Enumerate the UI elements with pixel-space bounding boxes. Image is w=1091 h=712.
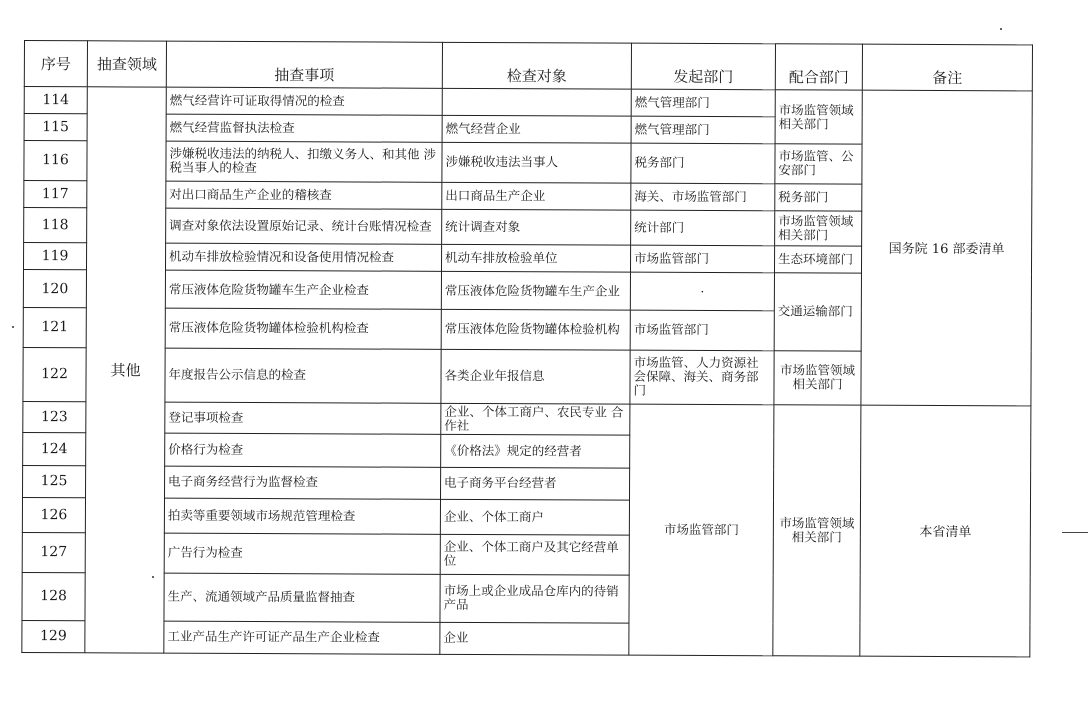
row-target: 涉嫌税收违法当事人: [442, 143, 631, 183]
header-domain: 抽查领域: [87, 41, 166, 87]
row-seq: 118: [24, 207, 87, 243]
row-item: 调查对象依法设置原始记录、统计台账情况检查: [166, 208, 442, 245]
group-coop: 市场监管领域相关部门: [773, 405, 861, 657]
row-target: 企业、个体工商户及其它经营单位: [440, 534, 629, 574]
row-seq: 120: [23, 270, 86, 308]
row-coop: 市场监管领域相关部门: [775, 211, 862, 247]
row-seq: 114: [24, 87, 87, 114]
row-target: [442, 88, 631, 116]
row-item: 广告行为检查: [164, 533, 440, 574]
row-item: 拍卖等重要领域市场规范管理检查: [164, 498, 440, 535]
row-target: 市场上或企业成品仓库内的待销产品: [440, 574, 629, 623]
row-seq: 119: [23, 243, 86, 270]
row-dept: 统计部门: [631, 210, 775, 246]
row-seq: 126: [22, 497, 85, 533]
row-target: 常压液体危险货物罐体检验机构: [441, 309, 630, 349]
inspection-table: [21, 40, 1033, 657]
row-seq: 116: [24, 141, 87, 181]
row-target: 机动车排放检验单位: [441, 245, 630, 273]
group-dept: 市场监管部门: [629, 404, 774, 656]
header-target: 检查对象: [442, 42, 631, 89]
row-item: 燃气经营监督执法检查: [166, 114, 442, 142]
header-note: 备注: [862, 44, 1032, 91]
row-dept: 燃气管理部门: [631, 116, 775, 144]
row-seq: 117: [24, 180, 87, 207]
row-target: 出口商品生产企业: [442, 182, 631, 210]
scan-speck: [152, 576, 154, 578]
row-item: 电子商务经营行为监督检查: [165, 466, 441, 498]
header-item: 抽查事项: [166, 41, 442, 88]
row-coop: 市场监管领域相关部门: [775, 90, 862, 145]
note-state-council: 国务院 16 部委清单: [861, 90, 1032, 405]
row-seq: 123: [23, 401, 86, 433]
row-coop: 生态环境部门: [774, 246, 861, 273]
table-row: [23, 401, 1031, 437]
header-dept: 发起部门: [631, 43, 775, 90]
row-coop: 税务部门: [775, 184, 862, 211]
row-seq: 115: [24, 114, 87, 141]
row-dept: 市场监管部门: [630, 245, 774, 273]
row-item: 价格行为检查: [165, 433, 441, 468]
row-dept: 市场监管、人力资源社会保障、海关、商务部门: [630, 350, 774, 405]
row-coop: 市场监管、公安部门: [775, 144, 862, 184]
row-seq: 122: [23, 347, 86, 401]
row-target: 各类企业年报信息: [441, 349, 630, 404]
row-item: 常压液体危险货物罐体检验机构检查: [165, 308, 441, 349]
row-dept: 税务部门: [631, 143, 775, 183]
row-coop: 交通运输部门: [774, 273, 861, 351]
row-seq: 129: [22, 620, 85, 653]
row-target: 电子商务平台经营者: [441, 468, 630, 500]
header-seq: 序号: [24, 41, 87, 87]
scan-speck: [12, 326, 14, 328]
row-target: 企业、个体工商户、农民专业 合作社: [441, 403, 630, 435]
scan-mark: [1062, 532, 1088, 533]
scan-speck: [1000, 28, 1002, 30]
domain-cell: 其他: [85, 87, 166, 653]
row-seq: 128: [22, 572, 85, 620]
row-seq: 127: [22, 533, 85, 573]
header-coop: 配合部门: [775, 44, 862, 90]
row-target: 燃气经营企业: [442, 115, 631, 143]
row-dept: 市场监管部门: [630, 310, 774, 350]
row-target: 企业: [440, 622, 629, 655]
row-coop: 市场监管领域相关部门: [774, 350, 861, 405]
row-item: 工业产品生产许可证产品生产企业检查: [164, 621, 440, 655]
row-item: 年度报告公示信息的检查: [165, 348, 441, 403]
row-item: 生产、流通领域产品质量监督抽查: [164, 573, 440, 622]
row-target: 常压液体危险货物罐车生产企业: [441, 272, 630, 310]
row-dept: 海关、市场监管部门: [631, 183, 775, 211]
row-seq: 125: [23, 466, 86, 498]
row-seq: 121: [23, 307, 86, 347]
row-dept-mark: ·: [630, 273, 774, 311]
row-target: 企业、个体工商户: [440, 499, 629, 535]
row-item: 对出口商品生产企业的稽核查: [166, 181, 442, 209]
row-seq: 124: [23, 432, 86, 466]
header-row: [24, 41, 1032, 91]
row-target: 统计调查对象: [442, 209, 631, 245]
row-item: 涉嫌税收违法的纳税人、扣缴义务人、和其他 涉税当事人的检查: [166, 141, 442, 182]
row-item: 登记事项检查: [165, 402, 441, 434]
row-item: 燃气经营许可证取得情况的检查: [166, 87, 442, 115]
row-dept: 燃气管理部门: [631, 89, 775, 117]
row-item: 机动车排放检验情况和设备使用情况检查: [165, 243, 441, 271]
row-target: 《价格法》规定的经营者: [441, 434, 630, 468]
row-item: 常压液体危险货物罐车生产企业检查: [165, 271, 441, 310]
note-province: 本省清单: [860, 405, 1031, 657]
